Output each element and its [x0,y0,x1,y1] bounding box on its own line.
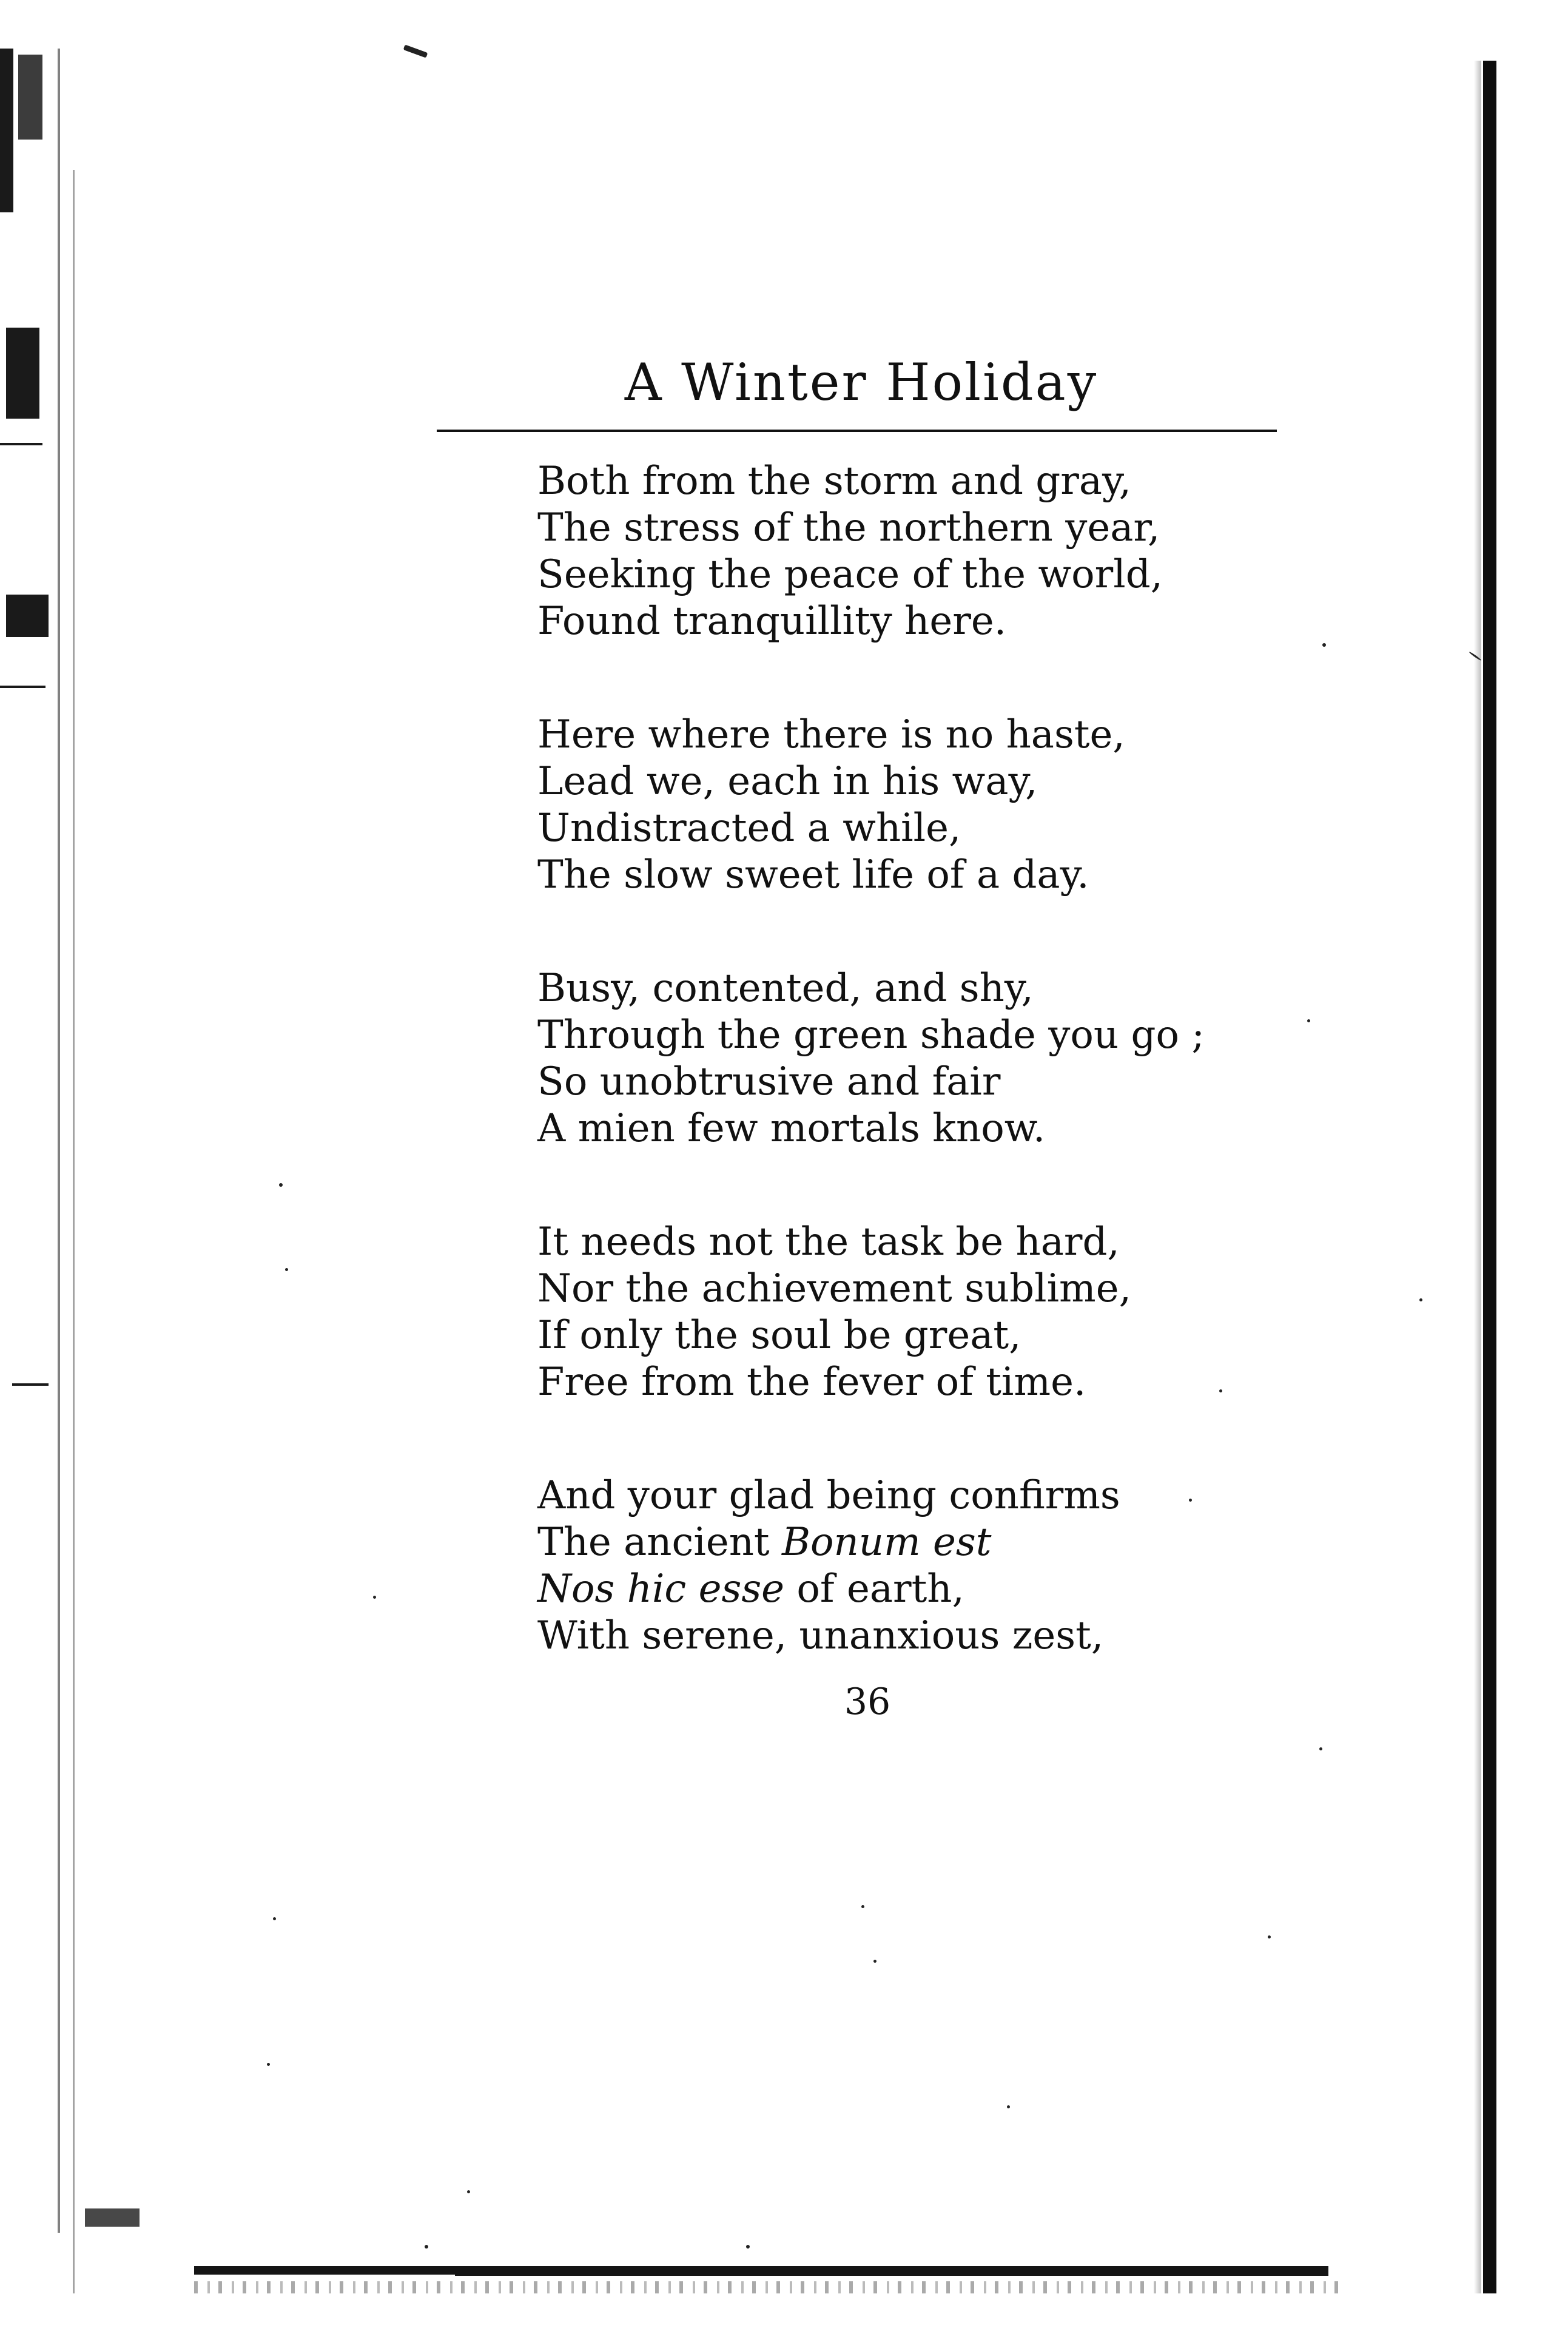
poem-line: It needs not the task be hard, [537,1220,1120,1264]
poem-line [537,1566,1326,1613]
poem-body [537,458,1326,1659]
poem-line: Lead we, each in his way, [537,759,1038,804]
scan-speck [425,2245,428,2249]
scan-speck [267,2063,270,2066]
poem-line: Here where there is no haste, [537,712,1125,757]
poem-line: The stress of the northern year, [537,505,1160,550]
scan-speck [1419,1298,1422,1301]
poem-line: The slow sweet life of a day. [537,852,1089,897]
scan-bottom-noise [194,2281,1347,2293]
poem-line: A mien few mortals know. [537,1106,1046,1151]
scan-speck [373,1596,376,1599]
poem-line: Busy, contented, and shy, [537,966,1034,1011]
poem-line: Found tranquillity here. [537,599,1007,644]
scan-speck [285,1268,288,1271]
stanza [537,965,1326,1152]
scan-speck [1268,1935,1271,1938]
scan-speck [279,1183,283,1187]
line-text: of earth, [784,1567,964,1611]
scan-speck [273,1917,276,1920]
title-rule [437,430,1277,432]
poem-line [537,1519,1326,1566]
scan-speck [746,2245,750,2249]
scan-speck [1319,1747,1322,1750]
scan-right-edge [1483,61,1496,2293]
scan-speck [1007,2105,1010,2108]
stanza [537,458,1326,645]
scan-binding-edge [0,49,91,2293]
latin-phrase: Nos hic esse [537,1567,785,1611]
scan-speck [861,1905,864,1908]
poem-line: If only the soul be great, [537,1313,1021,1358]
poem-line: Seeking the peace of the world, [537,552,1163,597]
scan-speck [467,2190,470,2193]
poem-title: A Winter Holiday [624,353,1099,412]
poem-line: Undistracted a while, [537,806,961,851]
poem-line: With serene, unanxious zest, [537,1613,1104,1658]
scan-speck [403,44,428,58]
stanza [537,1219,1326,1406]
scan-speck [873,1960,877,1963]
line-text: The ancient [537,1520,782,1565]
page-number: 36 [844,1681,891,1723]
poem-line: Through the green shade you go ; [537,1013,1205,1058]
poem-line: Free from the fever of time. [537,1360,1086,1405]
latin-phrase: Bonum est [781,1520,992,1565]
poem-line: And your glad being confirms [537,1473,1120,1518]
poem-line: Nor the achievement sublime, [537,1266,1131,1311]
stanza [537,712,1326,899]
scan-bottom-edge-2 [455,2267,1328,2276]
poem-line: Both from the storm and gray, [537,459,1131,504]
scan-right-shadow [1474,61,1481,2293]
stanza [537,1473,1326,1659]
poem-line: So unobtrusive and fair [537,1059,1001,1104]
